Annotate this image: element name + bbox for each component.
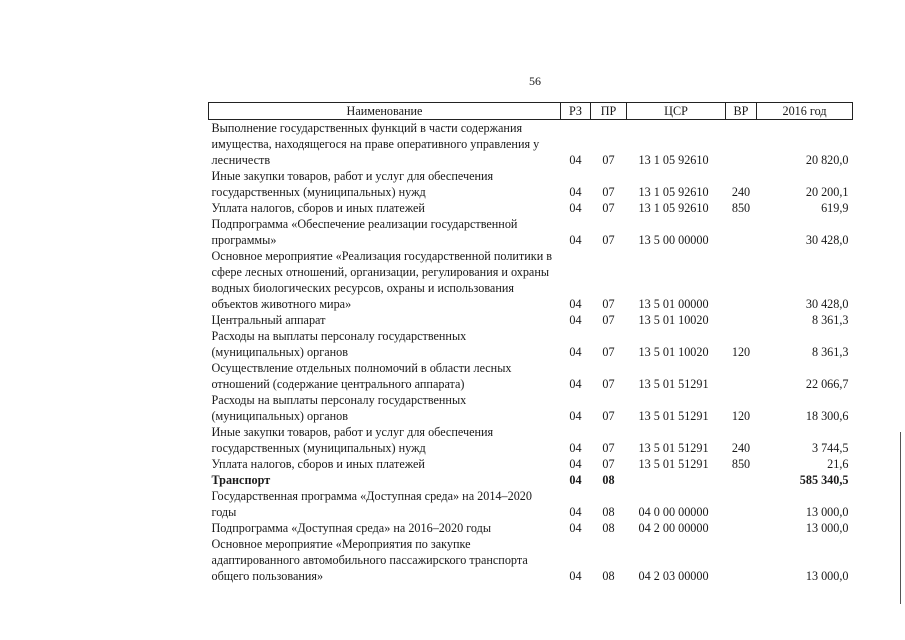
row-rz-cell: 04 [569,569,582,583]
header-csr: ЦСР [627,103,726,120]
table-row [209,392,853,424]
row-rz-cell: 04 [569,409,582,423]
header-year: 2016 год [757,103,853,120]
row-amount-cell: 30 428,0 [805,233,849,247]
row-pr-cell: 07 [602,201,615,215]
row-pr-cell: 07 [602,441,615,455]
row-csr-cell: 13 5 01 51291 [638,409,709,423]
row-vr-cell [726,536,757,584]
row-name-cell: Выполнение государственных функций в части содержания имущества, находящегося на праве оперативного управления у лесничеств [211,121,540,167]
row-rz-cell: 04 [569,233,582,247]
row-vr-cell [726,248,757,312]
row-pr-cell: 07 [602,297,615,311]
row-pr-cell: 07 [602,233,615,247]
table-row [209,168,853,200]
row-amount-cell: 20 820,0 [805,153,849,167]
row-csr-cell: 13 1 05 92610 [638,185,709,199]
row-name-cell: Расходы на выплаты персоналу государственных (муниципальных) органов [211,393,467,423]
row-rz-cell: 04 [569,297,582,311]
row-rz-cell: 04 [569,153,582,167]
row-name-cell: Осуществление отдельных полномочий в области лесных отношений (содержание центрального аппарата) [211,361,512,391]
row-amount-cell: 619,9 [821,201,849,215]
table-row [209,216,853,248]
row-pr-cell: 08 [602,521,615,535]
row-pr-cell: 08 [602,473,615,487]
row-vr-cell [726,472,757,488]
row-pr-cell: 07 [602,185,615,199]
row-pr-cell: 07 [602,153,615,167]
row-name-cell: Основное мероприятие «Реализация государственной политики в сфере лесных отношений, организации, регулирования и охраны водных биологических ресурсов, охраны и использования объектов животного мира» [211,249,553,311]
row-pr-cell: 07 [602,457,615,471]
row-csr-cell: 13 5 01 51291 [638,377,709,391]
table-row [209,472,853,488]
row-amount-cell: 3 744,5 [811,441,849,455]
row-name-cell: Подпрограмма «Обеспечение реализации государственной программы» [211,217,518,247]
row-name-cell: Основное мероприятие «Мероприятия по закупке адаптированного автомобильного пассажирского транспорта общего пользования» [211,537,528,583]
table-row [209,520,853,536]
row-amount-cell: 13 000,0 [805,569,849,583]
row-vr-cell [726,360,757,392]
page-number: 56 [529,74,541,88]
row-name-cell: Подпрограмма «Доступная среда» на 2016–2020 годы [211,521,492,535]
row-pr-cell: 07 [602,345,615,359]
table-row [209,488,853,520]
row-pr-cell: 07 [602,377,615,391]
row-vr-cell [726,520,757,536]
row-amount-cell: 8 361,3 [811,345,849,359]
row-amount-cell: 8 361,3 [811,313,849,327]
row-vr-cell: 120 [731,345,751,359]
table-row [209,328,853,360]
table-row [209,312,853,328]
row-name-cell: Иные закупки товаров, работ и услуг для обеспечения государственных (муниципальных) нужд [211,169,494,199]
row-rz-cell: 04 [569,313,582,327]
row-amount-cell: 13 000,0 [805,505,849,519]
header-pr: ПР [591,103,627,120]
row-vr-cell: 240 [731,185,751,199]
row-amount-cell: 30 428,0 [805,297,849,311]
row-csr-cell [627,472,726,488]
row-rz-cell: 04 [569,473,582,487]
header-rz: РЗ [561,103,591,120]
row-rz-cell: 04 [569,441,582,455]
row-amount-cell: 13 000,0 [805,521,849,535]
row-csr-cell: 13 5 01 51291 [638,457,709,471]
table-header-row [209,103,853,120]
budget-table [208,102,853,584]
row-vr-cell [726,488,757,520]
row-name-cell: Центральный аппарат [211,313,326,327]
row-amount-cell: 585 340,5 [799,473,849,487]
table-row [209,456,853,472]
table-row [209,536,853,584]
row-csr-cell: 13 1 05 92610 [638,201,709,215]
row-vr-cell: 850 [731,201,751,215]
row-vr-cell: 120 [731,409,751,423]
row-csr-cell: 13 5 01 00000 [638,297,709,311]
row-vr-cell: 850 [731,457,751,471]
table-row [209,360,853,392]
row-csr-cell: 13 5 01 51291 [638,441,709,455]
row-csr-cell: 13 5 01 10020 [638,313,709,327]
table-row [209,248,853,312]
row-amount-cell: 20 200,1 [805,185,849,199]
row-amount-cell: 22 066,7 [805,377,849,391]
row-csr-cell: 04 2 00 00000 [638,521,709,535]
row-pr-cell: 08 [602,569,615,583]
header-vr: ВР [726,103,757,120]
table-row [209,200,853,216]
row-name-cell: Государственная программа «Доступная среда» на 2014–2020 годы [211,489,532,519]
row-pr-cell: 08 [602,505,615,519]
row-rz-cell: 04 [569,345,582,359]
table-row [209,424,853,456]
row-name-cell: Расходы на выплаты персоналу государственных (муниципальных) органов [211,329,467,359]
scan-edge-line [900,432,901,604]
row-rz-cell: 04 [569,185,582,199]
row-pr-cell: 07 [602,313,615,327]
table-row [209,120,853,169]
row-rz-cell: 04 [569,521,582,535]
row-vr-cell [726,120,757,169]
row-csr-cell: 13 5 01 10020 [638,345,709,359]
row-rz-cell: 04 [569,457,582,471]
row-csr-cell: 04 2 03 00000 [638,569,709,583]
header-name: Наименование [209,103,561,120]
row-vr-cell [726,312,757,328]
row-csr-cell: 04 0 00 00000 [638,505,709,519]
row-amount-cell: 21,6 [827,457,849,471]
row-rz-cell: 04 [569,201,582,215]
row-name-cell: Уплата налогов, сборов и иных платежей [211,201,425,215]
row-vr-cell [726,216,757,248]
row-amount-cell: 18 300,6 [805,409,849,423]
row-vr-cell: 240 [731,441,751,455]
table-body [209,120,853,585]
row-csr-cell: 13 1 05 92610 [638,153,709,167]
row-pr-cell: 07 [602,409,615,423]
row-name-cell: Транспорт [211,473,271,487]
row-name-cell: Уплата налогов, сборов и иных платежей [211,457,425,471]
row-name-cell: Иные закупки товаров, работ и услуг для обеспечения государственных (муниципальных) нужд [211,425,494,455]
row-rz-cell: 04 [569,505,582,519]
row-rz-cell: 04 [569,377,582,391]
row-csr-cell: 13 5 00 00000 [638,233,709,247]
